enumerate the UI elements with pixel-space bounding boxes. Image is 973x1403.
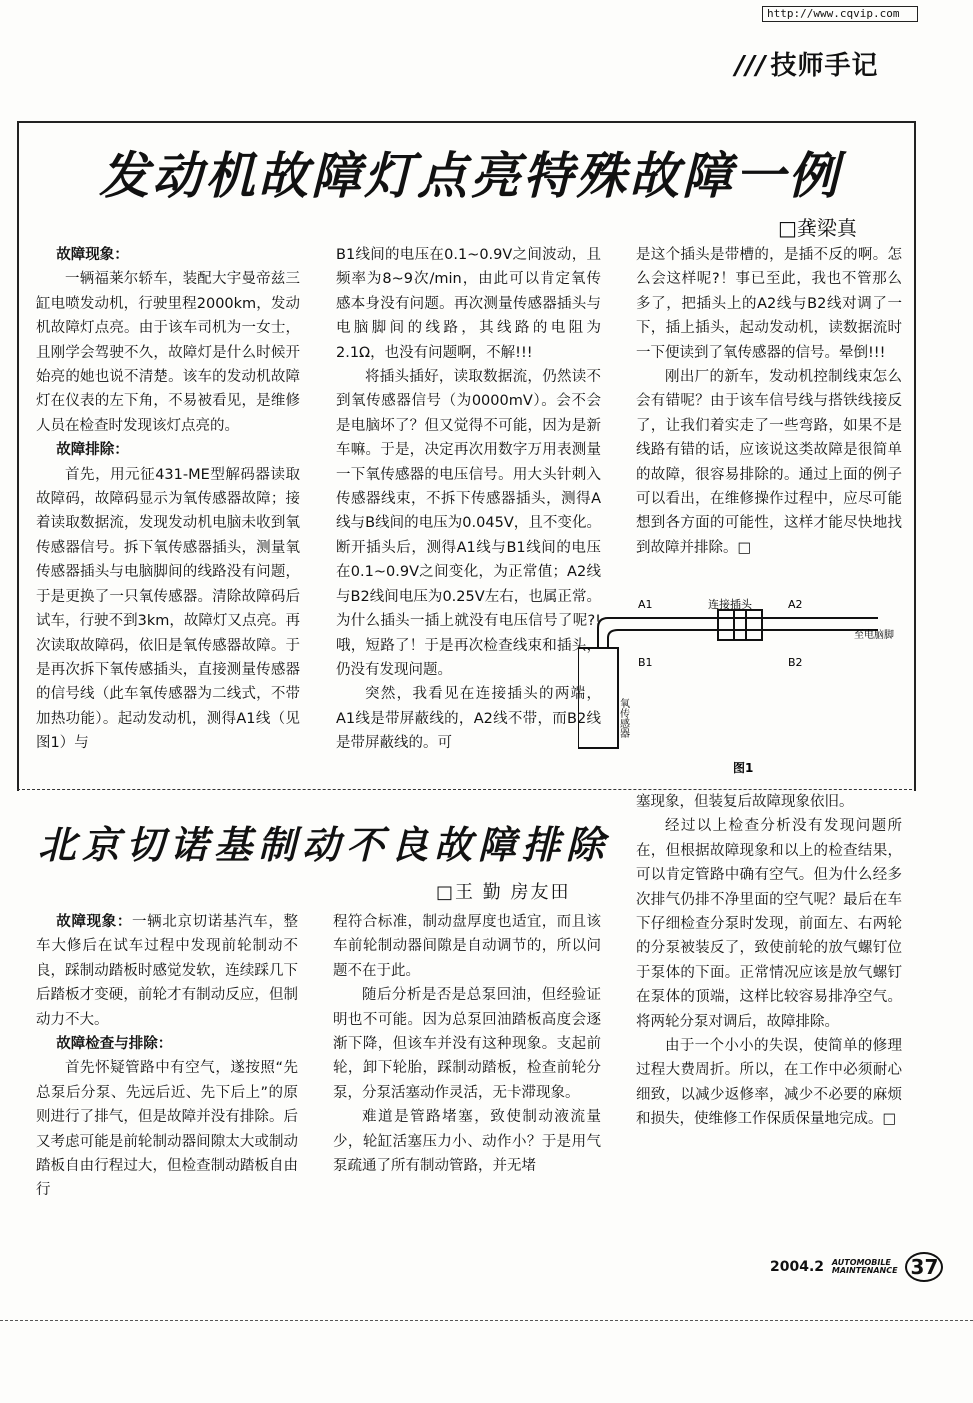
section-heading: 故障排除：: [56, 442, 129, 459]
label-a1: A1: [638, 598, 653, 611]
page-footer: [770, 1252, 943, 1282]
article1-column-1: [36, 243, 300, 756]
figure-1-diagram: [578, 588, 908, 778]
section-title: 技师手记: [770, 51, 879, 81]
page-number: 37: [905, 1252, 943, 1282]
label-b2: B2: [788, 656, 803, 669]
label-sensor: 氧传感器: [617, 698, 629, 738]
label-connector: 连接插头: [708, 598, 752, 611]
label-a2: A2: [788, 598, 803, 611]
article1-column-3: [636, 243, 902, 560]
section-slash-icon: ///: [735, 51, 767, 81]
connector-left: [718, 610, 746, 640]
article2-column-3: [636, 790, 902, 1132]
label-ecu: 至电脑脚: [854, 630, 894, 641]
magazine-name-line2: MAINTENANCE: [831, 1266, 898, 1275]
wire-a: [598, 618, 878, 648]
magazine-name: [832, 1259, 898, 1275]
inline-heading: 故障现象：: [56, 914, 133, 930]
paragraph: 难道是管路堵塞，致使制动液流量少，轮缸活塞压力小、动作小？于是用气泵疏通了所有制动管路，并无堵: [333, 1109, 601, 1175]
article2-author: □王 勤 房友田: [436, 882, 571, 903]
article1-title: 发动机故障灯点亮特殊故障一例: [99, 146, 841, 205]
article1-author: □龚梁真: [778, 216, 857, 240]
source-url[interactable]: http://www.cqvip.com: [762, 6, 918, 22]
paragraph: 一辆福莱尔轿车，装配大宇曼帝兹三缸电喷发动机，行驶里程2000km，发动机故障灯点亮。由于该车司机为一女士，且刚学会驾驶不久，故障灯是什么时候开始亮的她也说不清楚。该车的发动机故障灯在仪表的左下角，不易被看见，是维修人员在检查时发现该灯点亮的。: [36, 271, 300, 434]
figure-caption: 图1: [733, 761, 754, 775]
paragraph: 由于一个小小的失误，使简单的修理过程大费周折。所以，在工作中必须耐心细致，以减少返修率，减少不必要的麻烦和损失，使维修工作保质保量地完成。□: [636, 1038, 902, 1128]
paragraph: 故障现象：一辆北京切诺基汽车，整车大修后在试车过程中发现前轮制动不良，踩制动踏板时感觉发软，连续踩几下后踏板才变硬，前轮才有制动反应，但制动力不大。: [36, 914, 298, 1028]
paragraph: 是这个插头是带槽的，是插不反的啊。怎么会这样呢?！事已至此，我也不管那么多了，把插头上的A2线与B2线对调了一下，插上插头，起动发动机，读数据流时一下便读到了氧传感器的信号。晕倒!!!: [636, 247, 902, 361]
paragraph: 程符合标准，制动盘厚度也适宜，而且该车前轮制动器间隙是自动调节的，所以问题不在于此。: [333, 914, 601, 979]
connector-right: [734, 610, 762, 640]
issue-number: 2004.2: [770, 1259, 825, 1275]
section-heading: 故障检查与排除：: [56, 1036, 173, 1053]
article2-column-1: [36, 910, 298, 1203]
paragraph: 将插头插好，读取数据流，仍然读不到氧传感器信号（为0000mV）。会不会是电脑坏了？但又觉得不可能，因为是新车嘛。于是，决定再次用数字万用表测量一下氧传感器的电压信号。用大头针刺入传感器线束，不拆下传感器插头，测得A线与B线间的电压为0.045V，且不变化。断开插头后，测得A1线与B1线间的电压在0.1~0.9V之间变化，为正常值；A2线与B2线间电压为0.25V左右，也属正常。为什么插头一插上就没有电压信号了呢?!哦，短路了！于是再次检查线束和插头，仍没有发现问题。: [336, 369, 601, 678]
paragraph: B1线间的电压在0.1~0.9V之间波动，且频率为8~9次/min，由此可以肯定氧传感本身没有问题。再次测量传感器插头与电脑脚间的线路，其线路的电阻为2.1Ω，也没有问题啊，不解!!!: [336, 247, 601, 361]
paragraph: 突然，我看见在连接插头的两端，A1线是带屏蔽线的，A2线不带，而B2线是带屏蔽线的。可: [336, 686, 601, 752]
scan-edge-line: [0, 1320, 973, 1321]
paragraph: 首先怀疑管路中有空气，遂按照“先总泵后分泵、先远后近、先下后上”的原则进行了排气，但是故障并没有排除。后又考虑可能是前轮制动器间隙太大或制动踏板自由行程过大，但检查制动踏板自由行: [36, 1060, 298, 1199]
paragraph: 塞现象，但装复后故障现象依旧。: [636, 794, 854, 810]
paragraph: 随后分析是否是总泵回油，但经验证明也不可能。因为总泵回油踏板高度会逐渐下降，但该车并没有这种现象。支起前轮，卸下轮胎，踩制动踏板，检查前轮分泵，分泵活塞动作灵活，无卡滞现象。: [333, 987, 601, 1101]
paragraph: 首先，用元征431-ME型解码器读取故障码，故障码显示为氧传感器故障；接着读取数据流，发现发动机电脑未收到氧传感器信号。拆下氧传感器插头，测量氧传感器插头与电脑脚间的线路没有问题，于是更换了一只氧传感器。清除故障码后试车，行驶不到3km，故障灯又点亮。再次读取故障码，依旧是氧传感器故障。于是再次拆下氧传感插头，直接测量传感器的信号线（此车氧传感器为二线式，不带加热功能）。起动发动机，测得A1线（见图1）与: [36, 466, 300, 752]
magazine-name-line1: AUTOMOBILE: [831, 1258, 891, 1267]
article2-column-2: [333, 910, 601, 1178]
article1-column-2: [336, 243, 601, 756]
label-b1: B1: [638, 656, 653, 669]
paragraph: 经过以上检查分析没有发现问题所在，但根据故障现象和以上的检查结果，可以肯定管路中确有空气。但为什么经多次排气仍排不净里面的空气呢？最后在车下仔细检查分泵时发现，前面左、右两轮的分泵被装反了，致使前轮的放气螺钉位于泵体的下面。正常情况应该是放气螺钉在泵体的顶端，这样比较容易排净空气。将两轮分泵对调后，故障排除。: [636, 818, 902, 1030]
section-tag: [735, 45, 879, 82]
sensor-body: [578, 648, 618, 748]
article2-title: 北京切诺基制动不良故障排除: [38, 822, 611, 867]
paragraph: 刚出厂的新车，发动机控制线束怎么会有错呢？由于该车信号线与搭铁线接反了，让我们着实走了一些弯路，如果不是线路有错的话，应该说这类故障是很简单的故障，很容易排除的。通过上面的例子可以看出，在维修操作过程中，应尽可能想到各方面的可能性，这样才能尽快地找到故障并排除。□: [636, 369, 902, 556]
section-heading: 故障现象：: [56, 247, 129, 263]
